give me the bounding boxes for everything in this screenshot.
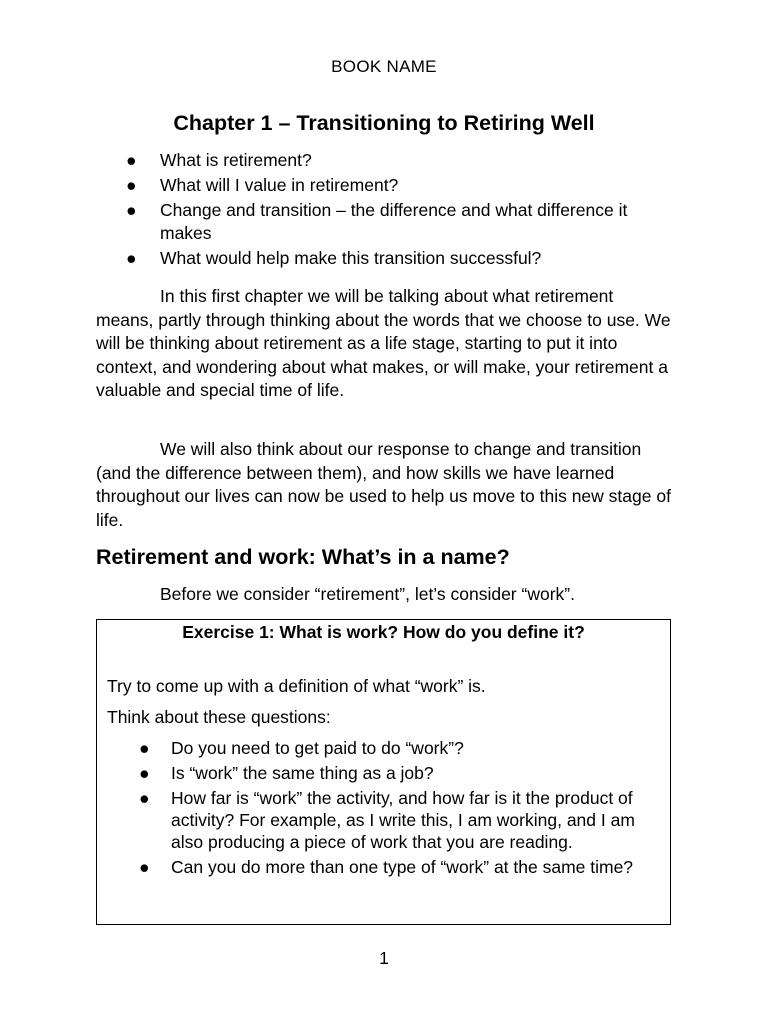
bullet-icon: ● — [126, 200, 137, 220]
chapter-objectives-list — [96, 149, 656, 272]
section-heading: Retirement and work: What’s in a name? — [96, 545, 510, 569]
bullet-icon: ● — [139, 857, 150, 877]
question-item: ● Do you need to get paid to do “work”? — [139, 738, 464, 758]
question-item: ● How far is “work” the activity, and how far is it the product of activity? For example, as I write this, I am working, and I am also producing a piece of work that you are reading. — [139, 788, 635, 852]
objective-item: ● Change and transition – the difference and what difference it makes — [126, 200, 628, 243]
bullet-icon: ● — [139, 738, 150, 758]
objective-item: ● What will I value in retirement? — [126, 175, 399, 195]
question-item: ● Can you do more than one type of “work” at the same time? — [139, 857, 634, 877]
objective-item: ● What is retirement? — [126, 150, 312, 170]
exercise-instruction: Try to come up with a definition of what “work” is. — [107, 676, 486, 696]
section-intro: Before we consider “retirement”, let’s consider “work”. — [160, 584, 575, 604]
exercise-title: Exercise 1: What is work? How do you define it? — [182, 622, 585, 642]
bullet-icon: ● — [126, 248, 137, 268]
chapter-title: Chapter 1 – Transitioning to Retiring Well — [173, 111, 595, 135]
page-number: 1 — [379, 948, 389, 968]
bullet-icon: ● — [126, 150, 137, 170]
body-paragraph: We will also think about our response to change and transition (and the difference between them), and how skills we have learned throughout our lives can now be used to help us move to this new stage of life. — [96, 439, 671, 530]
bullet-icon: ● — [126, 175, 137, 195]
book-name-header: BOOK NAME — [331, 57, 437, 76]
exercise-questions-list — [107, 737, 667, 881]
body-paragraph: In this first chapter we will be talking about what retirement means, partly through thinking about the words that we choose to use. We will be thinking about retirement as a life stage, starting to put it into context, and wondering about what makes, or will make, your retirement a valuable and special time of life. — [96, 286, 671, 400]
bullet-icon: ● — [139, 763, 150, 783]
exercise-box — [96, 619, 671, 925]
exercise-prompt: Think about these questions: — [107, 707, 331, 727]
objective-item: ● What would help make this transition successful? — [126, 248, 542, 268]
bullet-icon: ● — [139, 788, 150, 808]
question-item: ● Is “work” the same thing as a job? — [139, 763, 434, 783]
